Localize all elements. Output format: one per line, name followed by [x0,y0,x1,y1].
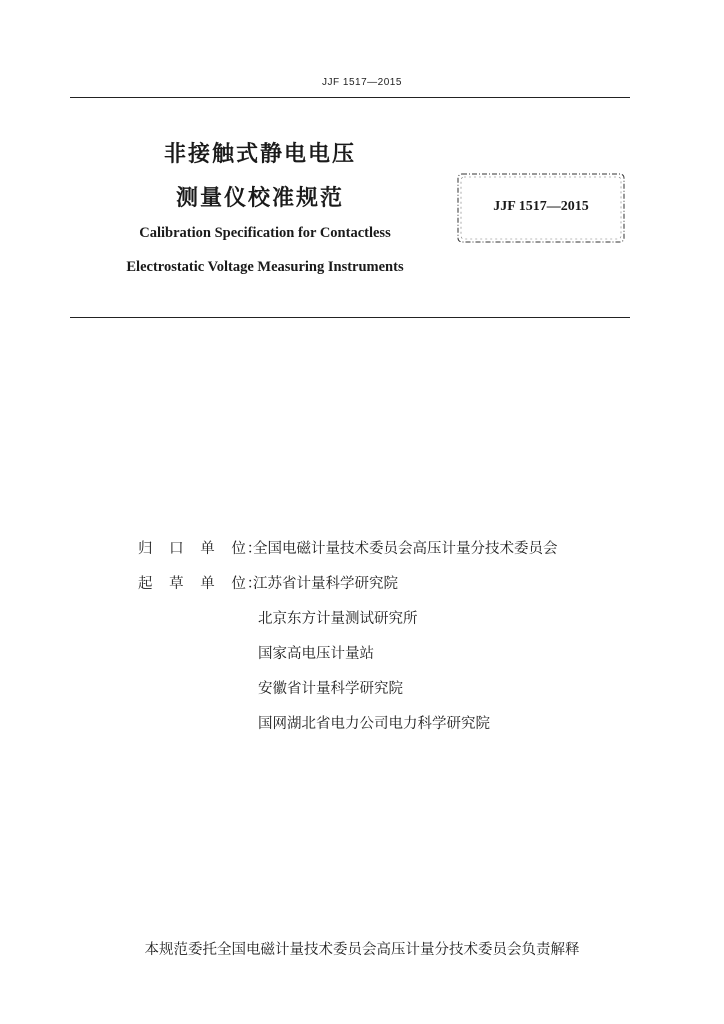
drafting-unit-item: 北京东方计量测试研究所 [258,611,418,627]
drafting-unit-value: 江苏省计量科学研究院 [253,576,398,592]
responsible-unit-row [138,537,558,561]
responsible-unit-label: 归 口 单 位： [138,541,263,557]
title-cn-line2: 测量仪校准规范 [175,186,344,211]
footer-note: 本规范委托全国电磁计量技术委员会高压计量分技术委员会负责解释 [144,942,580,958]
drafting-unit-row [138,572,398,596]
top-divider [70,97,630,98]
drafting-unit-label: 起 草 单 位： [138,576,263,592]
header-code: JJF 1517—2015 [322,77,402,88]
title-cn-line1: 非接触式静电电压 [163,142,356,167]
code-box [456,172,626,244]
title-en-line2: Electrostatic Voltage Measuring Instruments [126,259,404,275]
drafting-unit-item: 国家高电压计量站 [258,646,374,662]
title-en-line1: Calibration Specification for Contactless [139,225,391,241]
middle-divider [70,317,630,318]
drafting-unit-item: 安徽省计量科学研究院 [258,681,403,697]
responsible-unit-value: 全国电磁计量技术委员会高压计量分技术委员会 [253,541,558,557]
drafting-unit-item: 国网湖北省电力公司电力科学研究院 [258,716,490,732]
code-box-text: JJF 1517—2015 [493,199,589,214]
